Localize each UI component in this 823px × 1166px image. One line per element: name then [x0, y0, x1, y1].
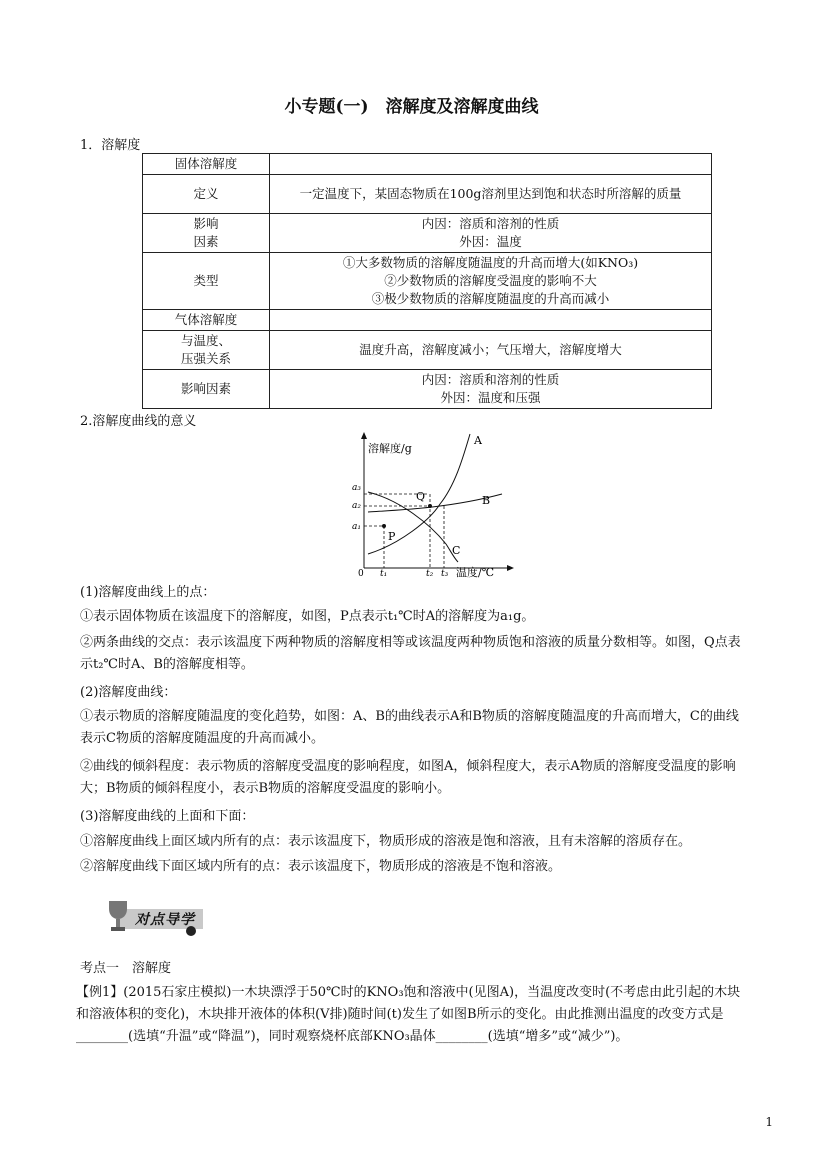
curve-c: [368, 492, 461, 562]
table-cell: 影响因素: [143, 370, 270, 409]
paragraph: (3)溶解度曲线的上面和下面：: [80, 809, 255, 824]
paragraph: ①溶解度曲线上面区域内所有的点：表示该温度下，物质形成的溶液是饱和溶液，且有未溶解的溶质存在。: [80, 834, 692, 849]
tick-label-y: a₁: [352, 522, 361, 532]
paragraph: ②曲线的倾斜程度：表示物质的溶解度受温度的影响程度，如图A，倾斜程度大，表示A物质的溶解度受温度的影响大；B物质的倾斜程度小，表示B物质的溶解度受温度的影响小。: [80, 759, 736, 796]
table-cell: 与温度、 压强关系: [143, 331, 270, 370]
section-heading-2: 2.溶解度曲线的意义: [80, 414, 197, 429]
point-q: [428, 504, 432, 508]
paragraph: ②两条曲线的交点：表示该温度下两种物质的溶解度相等或该温度两种物质饱和溶液的质量分数相等。如图，Q点表示t₂℃时A、B的溶解度相等。: [80, 635, 741, 672]
paragraph: ①表示固体物质在该温度下的溶解度，如图，P点表示t₁℃时A的溶解度为a₁g。: [80, 609, 535, 624]
table-cell: 气体溶解度: [143, 310, 270, 331]
paragraph: ②溶解度曲线下面区域内所有的点：表示该温度下，物质形成的溶液是不饱和溶液。: [80, 859, 562, 874]
curve-label-a: A: [474, 434, 482, 447]
paragraph: (1)溶解度曲线上的点：: [80, 585, 216, 600]
table-cell: 内因：溶质和溶剂的性质 外因：温度: [270, 214, 712, 253]
curve-label-b: B: [482, 494, 491, 507]
tick-label-y: a₂: [352, 501, 361, 511]
table-row: [143, 370, 712, 409]
subsection-heading: 考点一 溶解度: [80, 961, 172, 976]
table-cell: 类型: [143, 253, 270, 310]
table-cell: 一定温度下，某固态物质在100g溶剂里达到饱和状态时所溶解的质量: [270, 175, 712, 214]
example-question: 【例1】(2015石家庄模拟)一木块漂浮于50℃时的KNO₃饱和溶液中(见图A)，当温度改变时(不考虑由此引起的木块和溶液体积的变化)，木块排开液体的体积(V排)随时间(t)发生了如图B所示的变化。由此推测出温度的改变方式是________(选填“升温”或“降温”)，同时观察烧杯底部KNO₃晶体________(选填“增多”或“减少”)。: [76, 985, 741, 1044]
tick-label-y: a₃: [352, 483, 361, 493]
tick-label-x: t₃: [441, 569, 449, 579]
point-p: [382, 524, 386, 528]
y-axis-label: 溶解度/g: [368, 442, 412, 455]
table-row: [143, 214, 712, 253]
table-row: [143, 310, 712, 331]
x-axis-label: 温度/℃: [456, 566, 495, 579]
table-cell: [270, 154, 712, 175]
point-label-p: P: [388, 530, 396, 543]
table-cell: [270, 310, 712, 331]
curve-label-c: C: [452, 544, 461, 557]
solubility-table: [142, 153, 712, 409]
table-row: [143, 175, 712, 214]
table-cell: 温度升高，溶解度减小；气压增大，溶解度增大: [270, 331, 712, 370]
point-label-q: Q: [416, 490, 426, 503]
tick-label-x: t₁: [380, 569, 388, 579]
solubility-curve-figure: [340, 428, 520, 580]
tick-label-x: t₂: [426, 569, 434, 579]
table-row: [143, 253, 712, 310]
table-cell: 定义: [143, 175, 270, 214]
paragraph: (2)溶解度曲线：: [80, 685, 177, 700]
origin-label: 0: [358, 569, 364, 579]
page-number: 1: [765, 1115, 773, 1129]
paragraph: ①表示物质的溶解度随温度的变化趋势，如图：A、B的曲线表示A和B物质的溶解度随温度的升高而增大，C的曲线表示C物质的溶解度随温度的升高而减小。: [80, 709, 739, 746]
page-title: 小专题(一) 溶解度及溶解度曲线: [284, 97, 539, 117]
section-heading-1: 1．溶解度: [80, 138, 141, 153]
table-cell: 内因：溶质和溶剂的性质 外因：温度和压强: [270, 370, 712, 409]
table-row: [143, 331, 712, 370]
table-cell: 影响 因素: [143, 214, 270, 253]
table-row: [143, 154, 712, 175]
section-banner: [105, 897, 205, 937]
banner-title: 对点导学: [135, 912, 195, 928]
table-cell: ①大多数物质的溶解度随温度的升高而增大(如KNO₃) ②少数物质的溶解度受温度的影响不大 ③极少数物质的溶解度随温度的升高而减小: [270, 253, 712, 310]
table-cell: 固体溶解度: [143, 154, 270, 175]
